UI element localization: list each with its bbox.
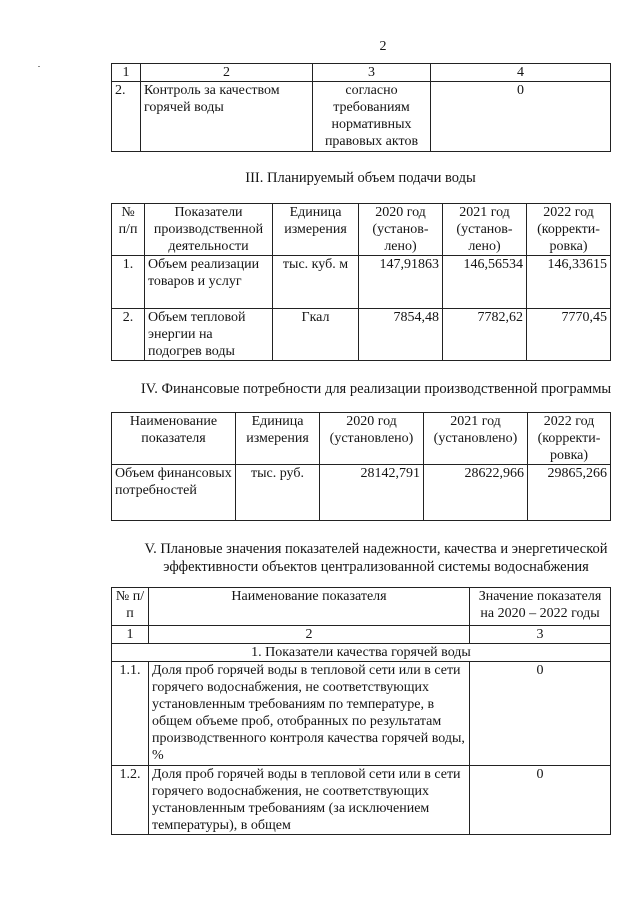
unit-cell: Гкал (273, 309, 359, 361)
reliability-indicators-table (111, 587, 611, 835)
header-cell: Значение показателя на 2020 – 2022 годы (470, 588, 611, 626)
index-cell: 3 (470, 626, 611, 644)
value-2020: 28142,791 (320, 465, 424, 521)
section-5-title-line-1: V. Плановые значения показателей надежности, качества и энергетической (144, 541, 608, 557)
index-cell: 4 (431, 64, 611, 82)
index-cell: 1 (112, 64, 141, 82)
index-cell: 1 (112, 626, 149, 644)
row-number: 1.1. (112, 662, 149, 766)
header-cell: 2021 год (установ-лено) (443, 204, 527, 256)
table-continuation (111, 63, 611, 152)
table-row (112, 82, 611, 152)
value-2021: 146,56534 (443, 256, 527, 309)
value-2022: 29865,266 (528, 465, 611, 521)
indicator-value: 0 (470, 662, 611, 766)
indicator-value: 0 (470, 766, 611, 835)
indicator-name: Объем финансовых потребностей (112, 465, 236, 521)
header-cell: 2020 год (установ-лено) (359, 204, 443, 256)
table-header-row (112, 413, 611, 465)
scan-speck (38, 66, 40, 67)
row-number: 2. (112, 309, 145, 361)
header-cell: 2020 год (установлено) (320, 413, 424, 465)
value-2022: 7770,45 (527, 309, 611, 361)
basis-text: согласно требованиям нормативных правовых актов (313, 82, 431, 152)
header-cell: Наименование показателя (149, 588, 470, 626)
value-2021: 7782,62 (443, 309, 527, 361)
section-4-title: IV. Финансовые потребности для реализации производственной программы (140, 381, 612, 397)
row-number: 1.2. (112, 766, 149, 835)
indicator-name: Доля проб горячей воды в тепловой сети или в сети горячего водоснабжения, не соответствующих установленным требованиям (за исключением температуры), в общем (149, 766, 470, 835)
indicator-name: Доля проб горячей воды в тепловой сети или в сети горячего водоснабжения, не соответствующих установленным требованиям по температуре, в общем объеме проб, отобранных по результатам производственного контроля качества горячей воды, % (149, 662, 470, 766)
header-cell: Единица измерения (236, 413, 320, 465)
header-cell: 2021 год (установлено) (424, 413, 528, 465)
header-cell: № п/п (112, 588, 149, 626)
header-cell: Наименование показателя (112, 413, 236, 465)
row-number: 1. (112, 256, 145, 309)
indicator-name: Объем реализации товаров и услуг (145, 256, 273, 309)
table-row (112, 465, 611, 521)
index-cell: 2 (141, 64, 313, 82)
section-5-title-line-2: эффективности объектов централизованной системы водоснабжения (163, 559, 589, 575)
header-cell: 2022 год (корректи-ровка) (527, 204, 611, 256)
value-2022: 146,33615 (527, 256, 611, 309)
header-cell: 2022 год (корректи-ровка) (528, 413, 611, 465)
table-row (112, 766, 611, 835)
table-header-row (112, 204, 611, 256)
header-cell: Единица измерения (273, 204, 359, 256)
supply-volume-table (111, 203, 611, 361)
index-cell: 2 (149, 626, 470, 644)
header-cell: № п/п (112, 204, 145, 256)
table-row (112, 309, 611, 361)
group-heading: 1. Показатели качества горячей воды (112, 644, 611, 662)
indicator-value: 0 (431, 82, 611, 152)
table-index-row (112, 626, 611, 644)
indicator-name: Контроль за качеством горячей воды (141, 82, 313, 152)
page-number: 2 (379, 39, 387, 54)
row-number: 2. (112, 82, 141, 152)
value-2021: 28622,966 (424, 465, 528, 521)
value-2020: 147,91863 (359, 256, 443, 309)
unit-cell: тыс. руб. (236, 465, 320, 521)
indicator-name: Объем тепловой энергии на подогрев воды (145, 309, 273, 361)
value-2020: 7854,48 (359, 309, 443, 361)
header-cell: Показатели производственной деятельности (145, 204, 273, 256)
table-row (112, 256, 611, 309)
financial-needs-table (111, 412, 611, 521)
index-cell: 3 (313, 64, 431, 82)
section-3-title: III. Планируемый объем подачи воды (245, 170, 476, 186)
table-group-row (112, 644, 611, 662)
table-index-row (112, 64, 611, 82)
table-row (112, 662, 611, 766)
unit-cell: тыс. куб. м (273, 256, 359, 309)
table-header-row (112, 588, 611, 626)
